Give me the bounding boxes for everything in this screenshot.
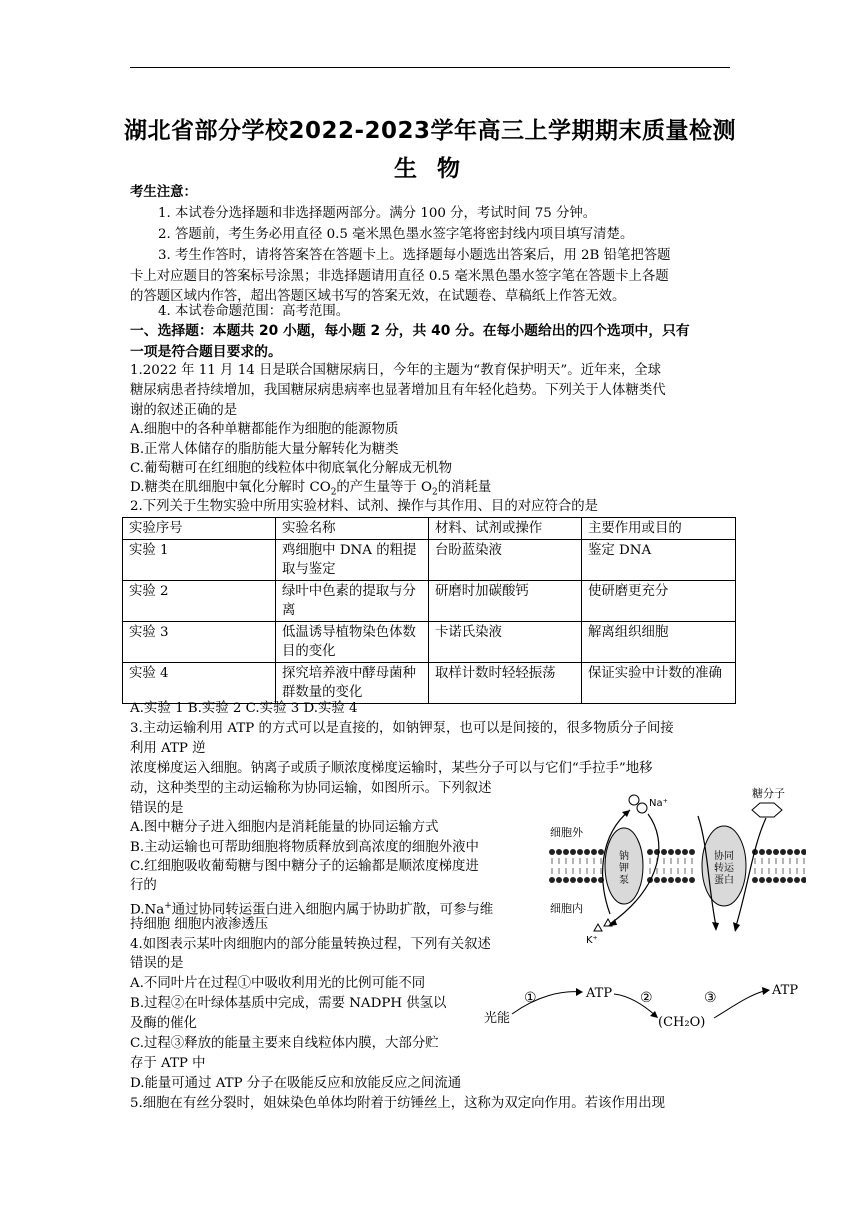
table-header-cell: 实验名称: [276, 518, 429, 540]
q1-option-b: B.正常人体储存的脂肪能大量分解转化为糖类: [130, 442, 399, 457]
lipid-head: [661, 849, 667, 855]
q3-stem: 动，这种类型的主动运输称为协同运输，如图所示。下列叙述: [130, 781, 492, 796]
q1-option-c: C.葡萄糖可在红细胞的线粒体中彻底氧化分解成无机物: [130, 461, 453, 476]
lipid-head: [647, 849, 653, 855]
table-row: [123, 540, 736, 581]
table-cell: 实验 4: [123, 663, 276, 704]
sodium-label: Na⁺: [649, 798, 668, 809]
lipid-head: [556, 849, 562, 855]
notice-item: 卡上对应题目的答案标号涂黑；非选择题请用直径 0.5 毫米黑色墨水签字笔在答题卡上各题: [130, 269, 669, 284]
table-cell: 低温诱导植物染色体数目的变化: [276, 622, 429, 663]
inside-label: 细胞内: [550, 902, 583, 915]
lipid-head: [759, 849, 765, 855]
table-header-cell: 主要作用或目的: [582, 518, 736, 540]
table-cell: 探究培养液中酵母菌种群数量的变化: [276, 663, 429, 704]
cotransporter-label: 协同: [714, 851, 734, 862]
notice-heading: 考生注意：: [130, 185, 197, 200]
lipid-head: [787, 877, 793, 883]
lipid-head: [549, 877, 555, 883]
lipid-head: [794, 849, 800, 855]
lipid-head: [584, 877, 590, 883]
q1-stem: 糖尿病患者持续增加，我国糖尿病患病率也显著增加且有年轻化趋势。下列关于人体糖类代: [130, 383, 666, 398]
carbohydrate-label: (CH₂O): [658, 1015, 706, 1030]
arrowhead-icon: [712, 922, 719, 931]
q3-option-d-cont: 持细胞 细胞内液渗透压: [130, 917, 269, 932]
lipid-head: [556, 877, 562, 883]
lipid-head: [689, 877, 695, 883]
lipid-head: [773, 877, 779, 883]
table-cell: 鉴定 DNA: [582, 540, 736, 581]
arrowhead-icon: [733, 922, 740, 932]
table-header-cell: 实验序号: [123, 518, 276, 540]
lipid-head: [675, 849, 681, 855]
q1-option-a: A.细胞中的各种单糖都能作为细胞的能源物质: [130, 422, 399, 437]
process-1-label: ①: [524, 990, 537, 1006]
lipid-head: [563, 877, 569, 883]
table-cell: 实验 2: [123, 581, 276, 622]
table-cell: 研磨时加碳酸钙: [429, 581, 582, 622]
table-cell: 解离组织细胞: [582, 622, 736, 663]
q1-stem: 谢的叙述正确的是: [130, 403, 238, 418]
potassium-ion-icon: [594, 924, 602, 931]
lipid-head: [773, 849, 779, 855]
arrowhead-icon: [576, 988, 583, 996]
section-heading: 一、选择题：本题共 20 小题，每小题 2 分，共 40 分。在每小题给出的四个选项中，只有: [130, 323, 690, 339]
q3-stem: 3.主动运输利用 ATP 的方式可以是直接的，如钠钾泵，也可以是间接的，很多物质分子间接: [130, 721, 674, 736]
lipid-head: [682, 877, 688, 883]
lipid-head: [577, 877, 583, 883]
q3-option-a: A.图中糖分子进入细胞内是消耗能量的协同运输方式: [130, 820, 439, 835]
lipid-head: [591, 877, 597, 883]
lipid-head: [794, 877, 800, 883]
notice-item: 3. 考生作答时，请将答案答在答题卡上。选择题每小题选出答案后，用 2B 铅笔把答题: [158, 248, 671, 263]
lipid-head: [591, 849, 597, 855]
cotransporter-label: 转运: [714, 863, 734, 874]
q3-stem: 浓度梯度运入细胞。钠离子或质子顺浓度梯度运输时，某些分子可以与它们“手拉手”地移: [130, 761, 653, 776]
q4-option-c-cont: 存于 ATP 中: [130, 1056, 206, 1071]
lipid-head: [759, 877, 765, 883]
q1-option-d: D.糖类在肌细胞中氧化分解时 $CO_2$的产生量等于 $O_2$的消耗量: [130, 480, 492, 498]
q4-stem: 4.如图表示某叶肉细胞内的部分能量转换过程，下列有关叙述: [130, 937, 491, 952]
exam-subject: 生 物: [393, 156, 466, 182]
q3-option-c: C.红细胞吸收葡萄糖与图中糖分子的运输都是顺浓度梯度进: [130, 859, 479, 874]
section-heading-cont: 一项是符合题目要求的。: [130, 344, 282, 360]
q1-stem: 1.2022 年 11 月 14 日是联合国糖尿病日，今年的主题为“教育保护明天”。近年来，全球: [130, 363, 662, 378]
table-row: [123, 581, 736, 622]
q4-option-a: A.不同叶片在过程①中吸收利用光的比例可能不同: [130, 976, 426, 991]
lipid-head: [780, 849, 786, 855]
table-cell: 使研磨更充分: [582, 581, 736, 622]
table-header-row: [123, 518, 736, 540]
lipid-head: [766, 877, 772, 883]
table-header-cell: 材料、试剂或操作: [429, 518, 582, 540]
experiment-table: [122, 517, 736, 704]
arrow-3: [714, 990, 768, 1018]
lipid-bilayer: [548, 848, 806, 884]
q5-stem: 5.细胞在有丝分裂时，姐妹染色单体均附着于纺锤丝上，这称为双定向作用。若该作用出现: [130, 1096, 666, 1111]
table-row: [123, 663, 736, 704]
header-rule: [130, 67, 730, 68]
energy-conversion-figure: [482, 976, 812, 1032]
process-3-label: ③: [704, 990, 717, 1006]
q4-stem: 错误的是: [130, 956, 184, 971]
process-2-label: ②: [640, 990, 653, 1006]
lipid-head: [654, 877, 660, 883]
notice-item: 1. 本试卷分选择题和非选择题两部分。满分 100 分，考试时间 75 分钟。: [158, 206, 597, 221]
q4-option-b: B.过程②在叶绿体基质中完成，需要 NADPH 供氢以: [130, 996, 447, 1011]
membrane-transport-figure: [548, 786, 806, 946]
q4-option-c: C.过程③释放的能量主要来自线粒体内膜，大部分贮: [130, 1036, 439, 1051]
sodium-ion-icon: [637, 803, 647, 813]
sugar-molecule-icon: [752, 803, 782, 817]
q3-option-d: D.Na+通过协同转运蛋白进入细胞内属于协助扩散，可参与维: [130, 901, 494, 918]
lipid-head: [598, 849, 604, 855]
table-cell: 实验 3: [123, 622, 276, 663]
q4-option-b-cont: 及酶的催化: [130, 1016, 197, 1031]
pump-label: 钠: [619, 851, 629, 862]
lipid-head: [752, 877, 758, 883]
q3-option-b: B.主动运输也可帮助细胞将物质释放到高浓度的细胞外液中: [130, 840, 479, 855]
q3-stem: 利用 ATP 逆: [130, 741, 206, 756]
lipid-head: [570, 849, 576, 855]
lipid-head: [689, 849, 695, 855]
table-row: [123, 622, 736, 663]
pump-label: 泵: [619, 875, 629, 886]
atp-label: ATP: [586, 986, 613, 1001]
table-cell: 保证实验中计数的准确: [582, 663, 736, 704]
lipid-head: [787, 849, 793, 855]
table-cell: 台盼蓝染液: [429, 540, 582, 581]
lipid-head: [584, 849, 590, 855]
potassium-label: K⁺: [586, 935, 598, 946]
table-cell: 绿叶中色素的提取与分离: [276, 581, 429, 622]
table-cell: 卡诺氏染液: [429, 622, 582, 663]
table-cell: 鸡细胞中 DNA 的粗提取与鉴定: [276, 540, 429, 581]
exam-title: 湖北省部分学校2022-2023学年高三上学期期末质量检测: [123, 118, 737, 144]
lipid-head: [682, 849, 688, 855]
notice-item: 的答题区域内作答，超出答题区域书写的答案无效，在试题卷、草稿纸上作答无效。: [130, 289, 626, 304]
q4-option-d: D.能量可通过 ATP 分子在吸能反应和放能反应之间流通: [130, 1076, 462, 1091]
arrowhead-icon: [762, 987, 770, 995]
table-cell: 实验 1: [123, 540, 276, 581]
lipid-head: [766, 849, 772, 855]
light-energy-label: 光能: [484, 1011, 511, 1026]
atp-product-label: ATP: [772, 983, 799, 998]
lipid-head: [668, 849, 674, 855]
notice-item: 2. 答题前，考生务必用直径 0.5 毫米黑色墨水签字笔将密封线内项目填写清楚。: [158, 227, 634, 242]
notice-item: 4. 本试卷命题范围：高考范围。: [158, 304, 350, 319]
lipid-head: [563, 849, 569, 855]
lipid-head: [661, 877, 667, 883]
cotransporter-label: 蛋白: [714, 875, 734, 886]
q3-stem: 错误的是: [130, 801, 184, 816]
q2-stem: 2.下列关于生物实验中所用实验材料、试剂、操作与其作用、目的对应符合的是: [130, 499, 599, 514]
lipid-head: [549, 849, 555, 855]
pump-label: 钾: [619, 863, 629, 874]
sodium-ion-icon: [629, 795, 639, 805]
arrow-1: [512, 992, 582, 1014]
q3-option-c-cont: 行的: [130, 878, 157, 893]
outside-label: 细胞外: [550, 826, 583, 839]
lipid-head: [577, 849, 583, 855]
table-cell: 取样计数时轻轻振荡: [429, 663, 582, 704]
sugar-label: 糖分子: [752, 787, 785, 800]
q2-options: A.实验 1 B.实验 2 C.实验 3 D.实验 4: [130, 701, 358, 716]
lipid-head: [675, 877, 681, 883]
lipid-head: [570, 877, 576, 883]
lipid-head: [780, 877, 786, 883]
lipid-head: [668, 877, 674, 883]
